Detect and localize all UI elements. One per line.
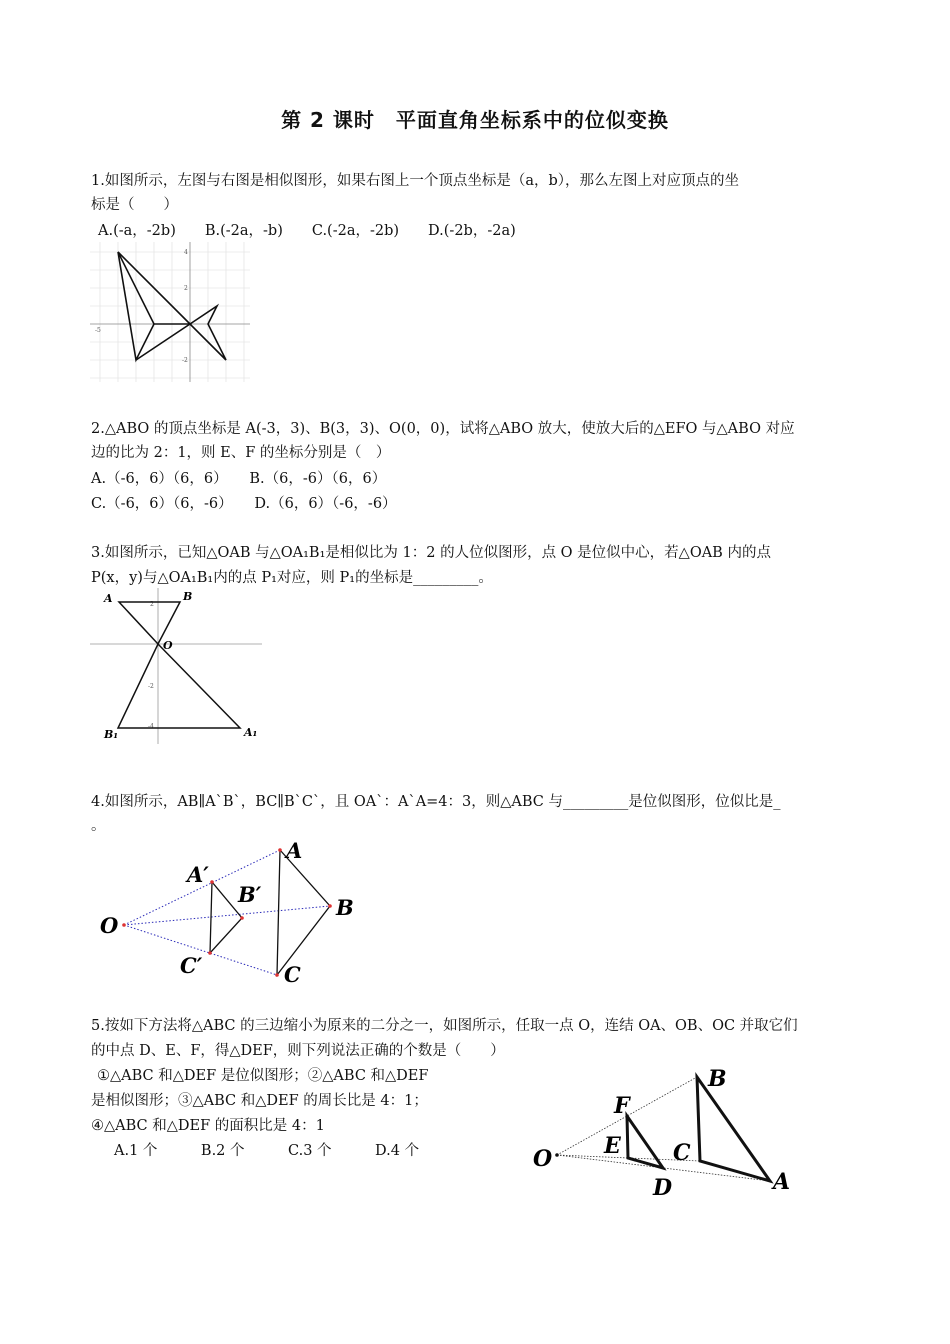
q4-triangle-large (277, 850, 330, 975)
q2-options-row2: C.（-6，6）（6，-6） D.（6，6）（-6，-6） (91, 496, 397, 512)
q2-stem-line1: 2.△ABO 的顶点坐标是 A(-3，3)、B(3，3)、O(0，0)，试将△ABO 放大，使放大后的△EFO 与△ABO 对应 (91, 421, 795, 437)
q5-triangle-ABC (697, 1077, 770, 1181)
q1-tick-xm5: -5 (95, 327, 101, 334)
q3-tick-y2: 2 (150, 601, 154, 608)
q5-stem-line2: 的中点 D、E、F，得△DEF，则下列说法正确的个数是（ ） (91, 1043, 505, 1059)
page-title: 第 2 课时 平面直角坐标系中的位似变换 (281, 108, 669, 132)
q5-stem-line1: 5.按如下方法将△ABC 的三边缩小为原来的二分之一，如图所示，任取一点 O，连结 OA、OB、OC 并取它们 (91, 1018, 798, 1034)
q3-label-O: O (163, 639, 173, 652)
q2-stem-line2: 边的比为 2：1，则 E、F 的坐标分别是（ ） (91, 445, 391, 461)
q5-label-C: C (673, 1140, 691, 1166)
q5-statement-line1: ①△ABC 和△DEF 是位似图形；②△ABC 和△DEF (97, 1068, 429, 1084)
q5-label-A: A (773, 1169, 791, 1195)
q3-triangle-OA1B1 (118, 644, 240, 728)
q4-label-A-prime: A′ (187, 862, 209, 887)
q5-projection-rays (557, 1077, 770, 1181)
q4-label-A: A (286, 838, 303, 863)
q3-label-B1: B₁ (104, 728, 119, 741)
q5-point-O (555, 1153, 559, 1157)
q4-stem-line1: 4.如图所示，AB∥A`B`，BC∥B`C`，且 OA`：A`A=4：3，则△ABC 与_________是位似图形，位似比是_ (91, 794, 781, 810)
q1-grid (90, 242, 250, 382)
q4-figure (90, 832, 380, 992)
q1-figure (90, 242, 250, 382)
q3-stem-line2: P(x，y)与△OA₁B₁内的点 P₁对应，则 P₁的坐标是_________。 (91, 570, 493, 586)
q5-statement-line2: 是相似图形；③△ABC 和△DEF 的周长比是 4：1； (91, 1093, 428, 1109)
q3-triangle-OAB (119, 602, 180, 644)
q1-stem-line2: 标是（ ） (91, 197, 178, 213)
q3-tick-ym2: -2 (148, 683, 154, 690)
q4-stem-line2: 。 (91, 818, 106, 834)
q5-label-D: D (653, 1175, 673, 1201)
q4-points (122, 848, 332, 977)
q3-tick-ym4: -4 (148, 723, 154, 730)
q1-tick-y4: 4 (184, 249, 188, 256)
q5-label-O: O (533, 1146, 553, 1172)
q5-label-B: B (708, 1066, 727, 1092)
q5-label-E: E (604, 1133, 621, 1159)
q5-figure (525, 1060, 800, 1205)
q3-label-A: A (104, 592, 113, 605)
q2-options-row1: A.（-6，6）（6，6） B.（6，-6）（6，6） (91, 471, 387, 487)
q5-options: A.1 个 B.2 个 C.3 个 D.4 个 (114, 1143, 420, 1159)
q5-label-F: F (614, 1093, 630, 1119)
q4-label-B: B (336, 895, 354, 920)
q3-stem-line1: 3.如图所示，已知△OAB 与△OA₁B₁是相似比为 1：2 的人位似图形，点 O 是位似中心，若△OAB 内的点 (91, 545, 771, 561)
q1-tick-y2: 2 (184, 285, 188, 292)
q4-label-C: C (284, 962, 301, 987)
q5-triangle-DEF (627, 1116, 663, 1168)
q4-projection-rays (124, 850, 330, 975)
q1-stem-line1: 1.如图所示，左图与右图是相似图形，如果右图上一个顶点坐标是（a，b），那么左图上对应顶点的坐 (91, 173, 740, 189)
q1-options: A.(-a，-2b) B.(-2a，-b) C.(-2a，-2b) D.(-2b，-2a) (98, 223, 516, 239)
q5-statement-line3: ④△ABC 和△DEF 的面积比是 4：1 (91, 1118, 325, 1134)
q4-label-O: O (100, 913, 119, 938)
q4-label-C-prime: C′ (180, 953, 203, 978)
q4-label-B-prime: B′ (238, 882, 262, 907)
q3-label-A1: A₁ (244, 726, 258, 739)
q1-tick-ym2: -2 (182, 357, 188, 364)
q3-label-B: B (183, 590, 193, 603)
q3-figure (90, 588, 270, 748)
